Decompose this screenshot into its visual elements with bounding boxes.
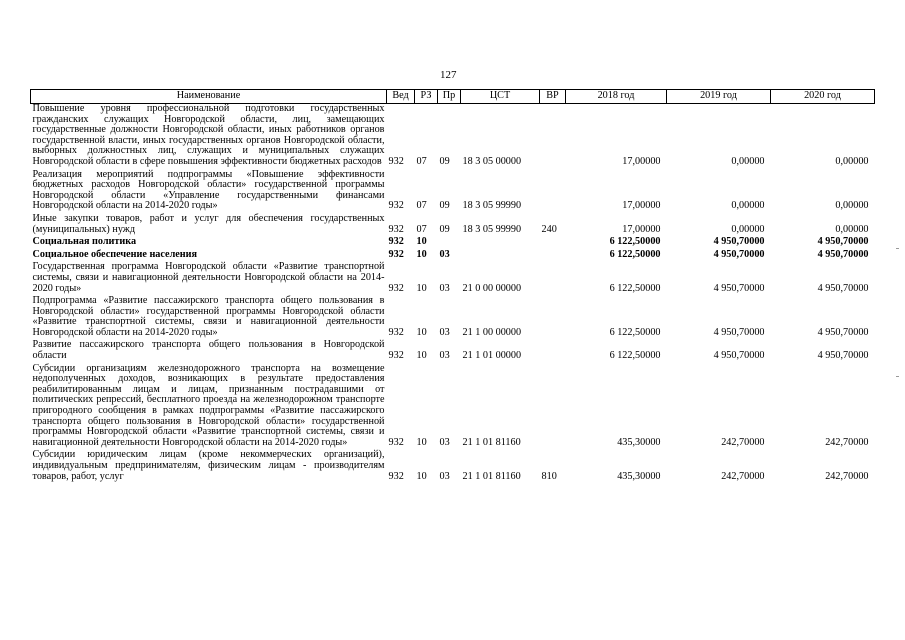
cell-rz: 10 [416, 350, 427, 362]
cell-vr: 240 [541, 223, 557, 235]
cell-rz: 07 [416, 223, 427, 235]
cell-pr: 03 [439, 436, 450, 448]
cell-2018: 17,00000 [622, 223, 661, 235]
cell-2020: 4 950,70000 [817, 236, 869, 248]
cell-vr: 810 [541, 470, 557, 482]
cell-rz: 10 [416, 470, 427, 482]
table-row [31, 248, 875, 261]
cell-vr [540, 362, 566, 449]
cell-2018: 435,30000 [617, 470, 661, 482]
table-row [31, 168, 875, 212]
cell-2020: 242,70000 [825, 436, 869, 448]
cell-cst: 21 1 01 81160 [462, 436, 521, 448]
cell-2019: 0,00000 [731, 223, 765, 235]
cell-ved: 932 [388, 200, 404, 212]
cell-name: Реализация мероприятий подпрограммы «Повышение эффективности бюджетных расходов Новгородской области» государственной программы Новгородской области «Управление государственными финансами Новгородской области на 2014-2020 годы» [32, 168, 385, 212]
cell-rz: 10 [416, 282, 427, 294]
cell-pr: 03 [439, 470, 450, 482]
cell-2020: 242,70000 [825, 470, 869, 482]
table-row [31, 104, 875, 168]
cell-cst: 18 3 05 99990 [462, 223, 522, 235]
cell-name: Социальное обеспечение населения [32, 248, 198, 260]
cell-ved: 932 [388, 248, 404, 260]
cell-2019: 4 950,70000 [713, 350, 765, 362]
header-2019: 2019 год [667, 90, 771, 104]
cell-pr: 09 [439, 223, 450, 235]
header-2018: 2018 год [566, 90, 667, 104]
cell-pr: 03 [439, 248, 450, 260]
cell-2018: 6 122,50000 [609, 350, 661, 362]
cell-ved: 932 [388, 155, 404, 167]
cell-2020: 0,00000 [835, 223, 869, 235]
cell-cst: 21 0 00 00000 [462, 282, 522, 294]
cell-2019: 4 950,70000 [713, 282, 765, 294]
cell-ved: 932 [388, 470, 404, 482]
cell-2019: 4 950,70000 [713, 248, 765, 260]
cell-vr [540, 248, 566, 261]
cell-name: Подпрограмма «Развитие пассажирского транспорта общего пользования в Новгородской области» государственной программы Новгородской области «Развитие транспортной системы, связи и навигационной деятельности Новгородской области на 2014-2020 годы» [32, 295, 385, 338]
cell-cst: 18 3 05 99990 [462, 200, 522, 212]
cell-pr [438, 235, 461, 248]
cell-name: Социальная политика [32, 236, 137, 248]
cell-ved: 932 [388, 326, 404, 338]
cell-pr: 09 [439, 155, 450, 167]
table-row [31, 448, 875, 482]
cell-ved: 932 [388, 350, 404, 362]
cell-2020: 4 950,70000 [817, 350, 869, 362]
cell-2020: 4 950,70000 [817, 282, 869, 294]
cell-pr: 09 [439, 200, 450, 212]
cell-ved: 932 [388, 436, 404, 448]
cell-name: Государственная программа Новгородской области «Развитие транспортной системы, связи и навигационной деятельности Новгородской области на 2014-2020 годы» [32, 261, 385, 294]
header-row [31, 90, 875, 104]
header-cst: ЦСТ [461, 90, 540, 104]
cell-name: Развитие пассажирского транспорта общего пользования в Новгородской области [32, 339, 385, 362]
cell-pr: 03 [439, 350, 450, 362]
cell-2018: 6 122,50000 [609, 282, 661, 294]
budget-table [30, 89, 875, 482]
table-row [31, 362, 875, 449]
cell-rz: 07 [416, 200, 427, 212]
header-vr: ВР [540, 90, 566, 104]
cell-2020: 0,00000 [835, 200, 869, 212]
table-row [31, 235, 875, 248]
table-row [31, 294, 875, 338]
table-row [31, 338, 875, 361]
cell-cst: 21 1 01 81160 [462, 470, 521, 482]
cell-ved: 932 [388, 223, 404, 235]
cell-2018: 17,00000 [622, 200, 661, 212]
header-ved: Вед [387, 90, 415, 104]
table-row [31, 212, 875, 235]
cell-vr [540, 338, 566, 361]
cell-pr: 03 [439, 282, 450, 294]
cell-ved: 932 [388, 282, 404, 294]
cell-2019: 4 950,70000 [713, 326, 765, 338]
cell-2018: 6 122,50000 [609, 236, 661, 248]
cell-vr [540, 260, 566, 294]
cell-rz: 07 [416, 155, 427, 167]
cell-rz: 10 [416, 326, 427, 338]
cell-ved: 932 [388, 236, 404, 248]
cell-name: Иные закупки товаров, работ и услуг для обеспечения государственных (муниципальных) нужд [32, 212, 385, 235]
header-2020: 2020 год [771, 90, 875, 104]
cell-2019: 242,70000 [721, 436, 765, 448]
cell-2018: 6 122,50000 [609, 326, 661, 338]
page-number: 127 [440, 69, 457, 81]
cell-vr [540, 235, 566, 248]
header-pr: Пр [438, 90, 461, 104]
cell-2019: 0,00000 [731, 200, 765, 212]
cell-2020: 4 950,70000 [817, 326, 869, 338]
cell-2020: 0,00000 [835, 155, 869, 167]
cell-pr: 03 [439, 326, 450, 338]
cell-cst [461, 235, 540, 248]
cell-2019: 242,70000 [721, 470, 765, 482]
cell-rz: 10 [416, 236, 427, 248]
cell-cst: 21 1 00 00000 [462, 326, 522, 338]
cell-cst: 21 1 01 00000 [462, 350, 522, 362]
cell-2018: 17,00000 [622, 155, 661, 167]
cell-cst [461, 248, 540, 261]
header-rz: РЗ [415, 90, 438, 104]
cell-vr [540, 104, 566, 168]
cell-cst: 18 3 05 00000 [462, 155, 522, 167]
cell-vr [540, 294, 566, 338]
cell-2020: 4 950,70000 [817, 248, 869, 260]
table-row [31, 260, 875, 294]
scan-mark [896, 248, 899, 249]
cell-2018: 435,30000 [617, 436, 661, 448]
cell-name: Субсидии организациям железнодорожного транспорта на возмещение недополученных доходов, возникающих в результате предоставления реабилитированным лицам и лицам, признанным пострадавшими от политических репрессий, бесплатного проезда на железнодорожном транспорте пригородного сообщения в рамках подпрограммы «Развитие пассажирского транспорта общего пользования в Новгородской области» государственной программы Новгородской области «Развитие транспортной системы, связи и навигационной деятельности Новгородской области на 2014-2020 годы» [32, 362, 385, 448]
scan-mark [896, 376, 899, 377]
cell-2018: 6 122,50000 [609, 248, 661, 260]
cell-2019: 4 950,70000 [713, 236, 765, 248]
header-name: Наименование [31, 90, 387, 104]
cell-vr [540, 168, 566, 212]
cell-2019: 0,00000 [731, 155, 765, 167]
cell-rz: 10 [416, 248, 427, 260]
cell-name: Субсидии юридическим лицам (кроме некоммерческих организаций), индивидуальным предпринимателям, физическим лицам - производителям товаров, работ, услуг [32, 449, 385, 482]
cell-rz: 10 [416, 436, 427, 448]
cell-name: Повышение уровня профессиональной подготовки государственных гражданских служащих Новгородской области, лиц, замещающих государственные должности Новгородской области, иных работников органов государственной власти, иных государственных органов Новгородской области, выборных должностных лиц, служащих и муниципальных служащих Новгородской области в сфере повышения эффективности бюджетных расходов [32, 103, 385, 167]
